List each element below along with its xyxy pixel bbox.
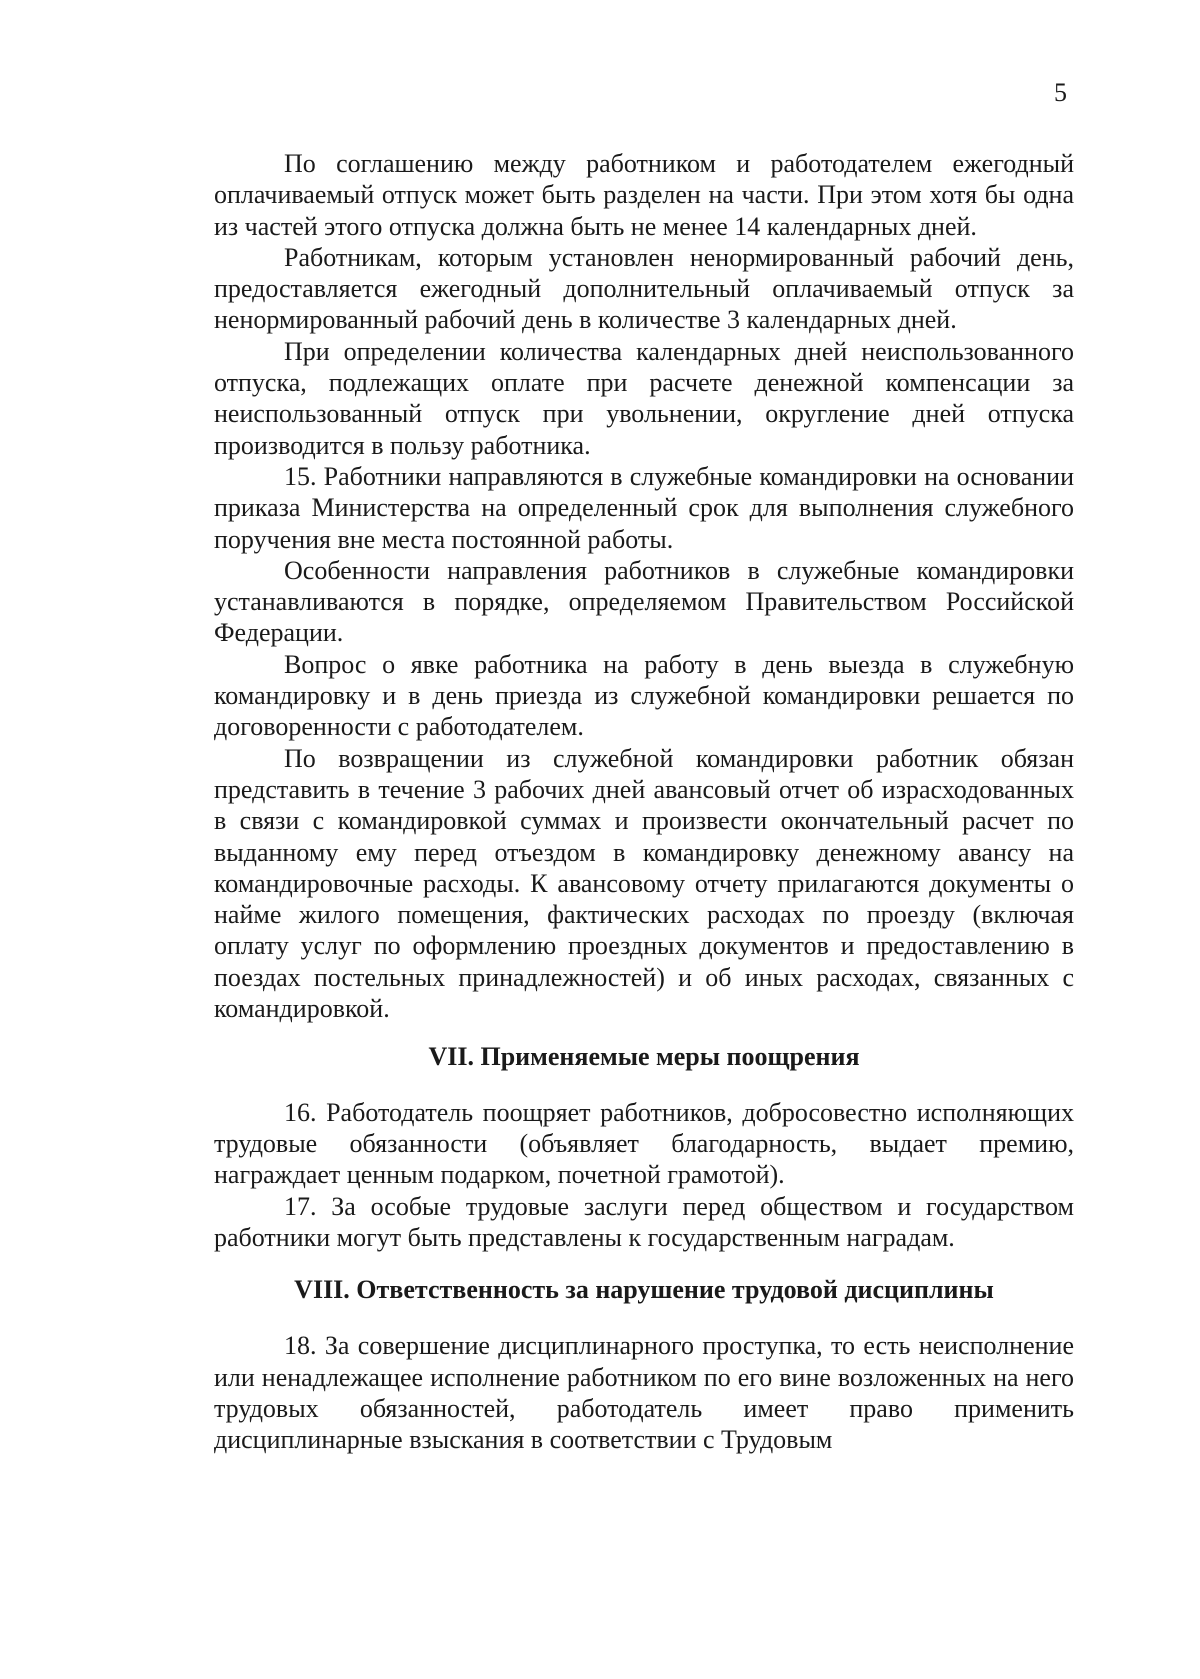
section-heading-viii: VIII. Ответственность за нарушение трудовой дисциплины <box>294 1275 994 1305</box>
section-heading-vii: VII. Применяемые меры поощрения <box>428 1042 860 1072</box>
paragraph-clause-17: 17. За особые трудовые заслуги перед обществом и государством работники могут быть представлены к государственным наградам. <box>214 1191 1074 1252</box>
page-number: 5 <box>1054 78 1067 107</box>
paragraph-vacation-split: По соглашению между работником и работодателем ежегодный оплачиваемый отпуск может быть разделен на части. При этом хотя бы одна из частей этого отпуска должна быть не менее 14 календарных дней. <box>214 149 1074 241</box>
paragraph-business-trip-rules: Особенности направления работников в служебные командировки устанавливаются в порядке, определяемом Правительством Российской Федерации. <box>214 555 1074 648</box>
paragraph-clause-15: 15. Работники направляются в служебные командировки на основании приказа Министерства на определенный срок для выполнения служебного поручения вне места постоянной работы. <box>214 461 1074 554</box>
paragraph-clause-16: 16. Работодатель поощряет работников, добросовестно исполняющих трудовые обязанности (объявляет благодарность, выдает премию, награждает ценным подарком, почетной грамотой). <box>214 1097 1074 1190</box>
paragraph-clause-18: 18. За совершение дисциплинарного проступка, то есть неисполнение или ненадлежащее исполнение работником по его вине возложенных на него трудовых обязанностей, работодатель имеет право применить дисциплинарные взыскания в соответствии с Трудовым <box>214 1331 1074 1455</box>
paragraph-unused-vacation: При определении количества календарных дней неиспользованного отпуска, подлежащих оплате при расчете денежной компенсации за неиспользованный отпуск при увольнении, округление дней отпуска производится в пользу работника. <box>214 336 1074 460</box>
paragraph-trip-attendance: Вопрос о явке работника на работу в день выезда в служебную командировку и в день приезда из служебной командировки решается по договоренности с работодателем. <box>214 649 1074 742</box>
paragraph-irregular-hours: Работникам, которым установлен ненормированный рабочий день, предоставляется ежегодный дополнительный оплачиваемый отпуск за ненормированный рабочий день в количестве 3 календарных дней. <box>214 242 1074 335</box>
paragraph-advance-report: По возвращении из служебной командировки работник обязан представить в течение 3 рабочих дней авансовый отчет об израсходованных в связи с командировкой суммах и произвести окончательный расчет по выданному ему перед отъездом в командировку денежному авансу на командировочные расходы. К авансовому отчету прилагаются документы о найме жилого помещения, фактических расходах по проезду (включая оплату услуг по оформлению проездных документов и предоставлению в поездах постельных принадлежностей) и об иных расходах, связанных с командировкой. <box>214 743 1074 1024</box>
document-body <box>214 148 1074 1456</box>
